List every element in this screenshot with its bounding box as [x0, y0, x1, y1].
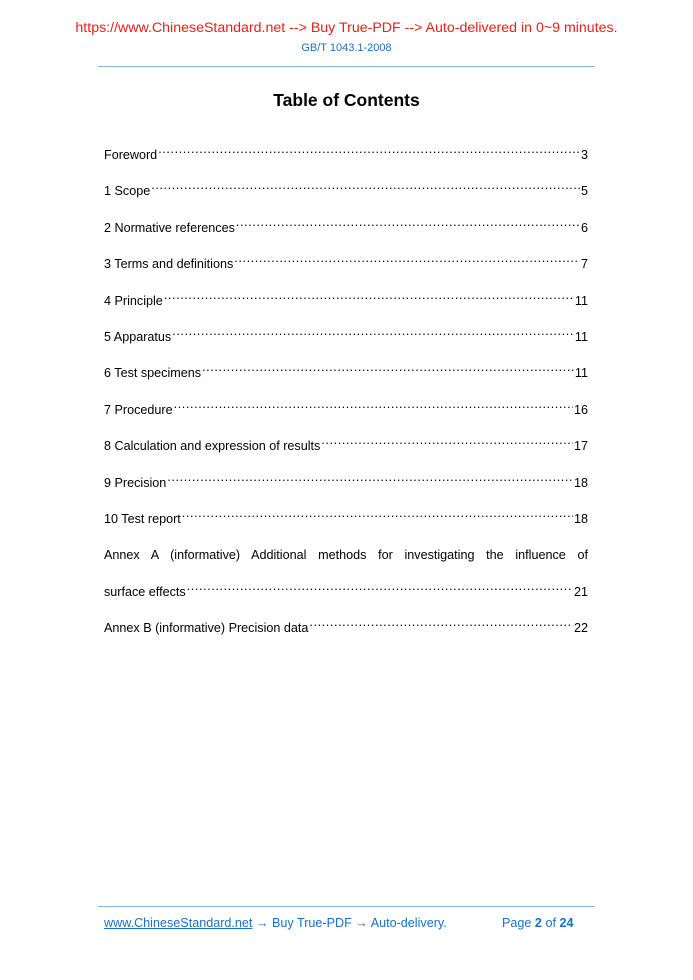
toc-entry-page: 5: [580, 184, 588, 199]
top-banner-link[interactable]: https://www.ChineseStandard.net --> Buy True-PDF --> Auto-delivered in 0~9 minutes.: [75, 20, 618, 36]
toc-entry-procedure[interactable]: [104, 400, 588, 436]
dot-leader: [309, 618, 573, 632]
header-divider: [98, 66, 595, 67]
footer-link-text: → Buy True-PDF → Auto-delivery.: [252, 916, 447, 930]
toc-entry-label: 10 Test report: [104, 511, 181, 526]
page-word: Page: [502, 916, 532, 930]
toc-entry-calculation[interactable]: [104, 436, 588, 472]
toc-entry-foreword[interactable]: [104, 145, 588, 181]
dot-leader: [174, 400, 573, 414]
toc-entry-label: 5 Apparatus: [104, 329, 172, 344]
toc-entry-page: 11: [574, 329, 588, 344]
table-of-contents: [104, 145, 588, 654]
toc-entry-page: 17: [573, 439, 588, 454]
toc-entry-label: 1 Scope: [104, 184, 151, 199]
dot-leader: [236, 218, 580, 232]
toc-entry-normative-references[interactable]: [104, 218, 588, 254]
dot-leader: [202, 363, 574, 377]
page-indicator: [502, 916, 573, 930]
toc-entry-label: Annex B (informative) Precision data: [104, 621, 309, 636]
dot-leader: [187, 582, 573, 596]
toc-entry-page: 21: [573, 584, 588, 599]
toc-entry-page: 6: [580, 220, 588, 235]
dot-leader: [182, 509, 573, 523]
toc-entry-page: 11: [574, 293, 588, 308]
toc-entry-label: 4 Principle: [104, 293, 163, 308]
toc-entry-label: 7 Procedure: [104, 402, 173, 417]
toc-entry-page: 22: [573, 621, 588, 636]
dot-leader: [321, 436, 573, 450]
toc-entry-label: Annex A (informative) Additional methods for investigating the influence of: [104, 548, 588, 563]
dot-leader: [172, 327, 574, 341]
page-total: 24: [559, 916, 574, 930]
toc-entry-page: 7: [580, 257, 588, 272]
dot-leader: [234, 254, 580, 268]
toc-entry-page: 11: [574, 366, 588, 381]
toc-entry-continuation: [104, 582, 588, 618]
footer-divider: [98, 906, 595, 907]
toc-entry-test-specimens[interactable]: [104, 363, 588, 399]
toc-entry-annex-a[interactable]: [104, 545, 588, 618]
page-title: Table of Contents: [273, 90, 420, 110]
toc-entry-test-report[interactable]: [104, 509, 588, 545]
toc-entry-scope[interactable]: [104, 181, 588, 217]
toc-entry-annex-b[interactable]: [104, 618, 588, 654]
toc-entry-label: 2 Normative references: [104, 220, 235, 235]
toc-entry-page: 16: [573, 402, 588, 417]
toc-entry-label: 9 Precision: [104, 475, 167, 490]
toc-entry-label: surface effects: [104, 584, 186, 599]
dot-leader: [151, 181, 580, 195]
footer-link[interactable]: [104, 916, 447, 930]
toc-entry-terms-and-definitions[interactable]: [104, 254, 588, 290]
toc-entry-apparatus[interactable]: [104, 327, 588, 363]
toc-entry-label: Foreword: [104, 148, 158, 162]
toc-entry-label: 8 Calculation and expression of results: [104, 439, 321, 454]
toc-entry-page: 3: [580, 148, 588, 162]
toc-entry-precision[interactable]: [104, 473, 588, 509]
dot-leader: [158, 145, 580, 159]
page-current: 2: [534, 916, 542, 930]
toc-entry-label: 6 Test specimens: [104, 366, 202, 381]
document-code: GB/T 1043.1-2008: [301, 42, 392, 54]
toc-entry-page: 18: [573, 511, 588, 526]
toc-entry-label: 3 Terms and definitions: [104, 257, 234, 272]
toc-entry-page: 18: [573, 475, 588, 490]
dot-leader: [164, 291, 574, 305]
page-of: of: [545, 916, 556, 930]
footer-url[interactable]: www.ChineseStandard.net: [104, 916, 253, 930]
toc-entry-principle[interactable]: [104, 291, 588, 327]
dot-leader: [167, 473, 573, 487]
